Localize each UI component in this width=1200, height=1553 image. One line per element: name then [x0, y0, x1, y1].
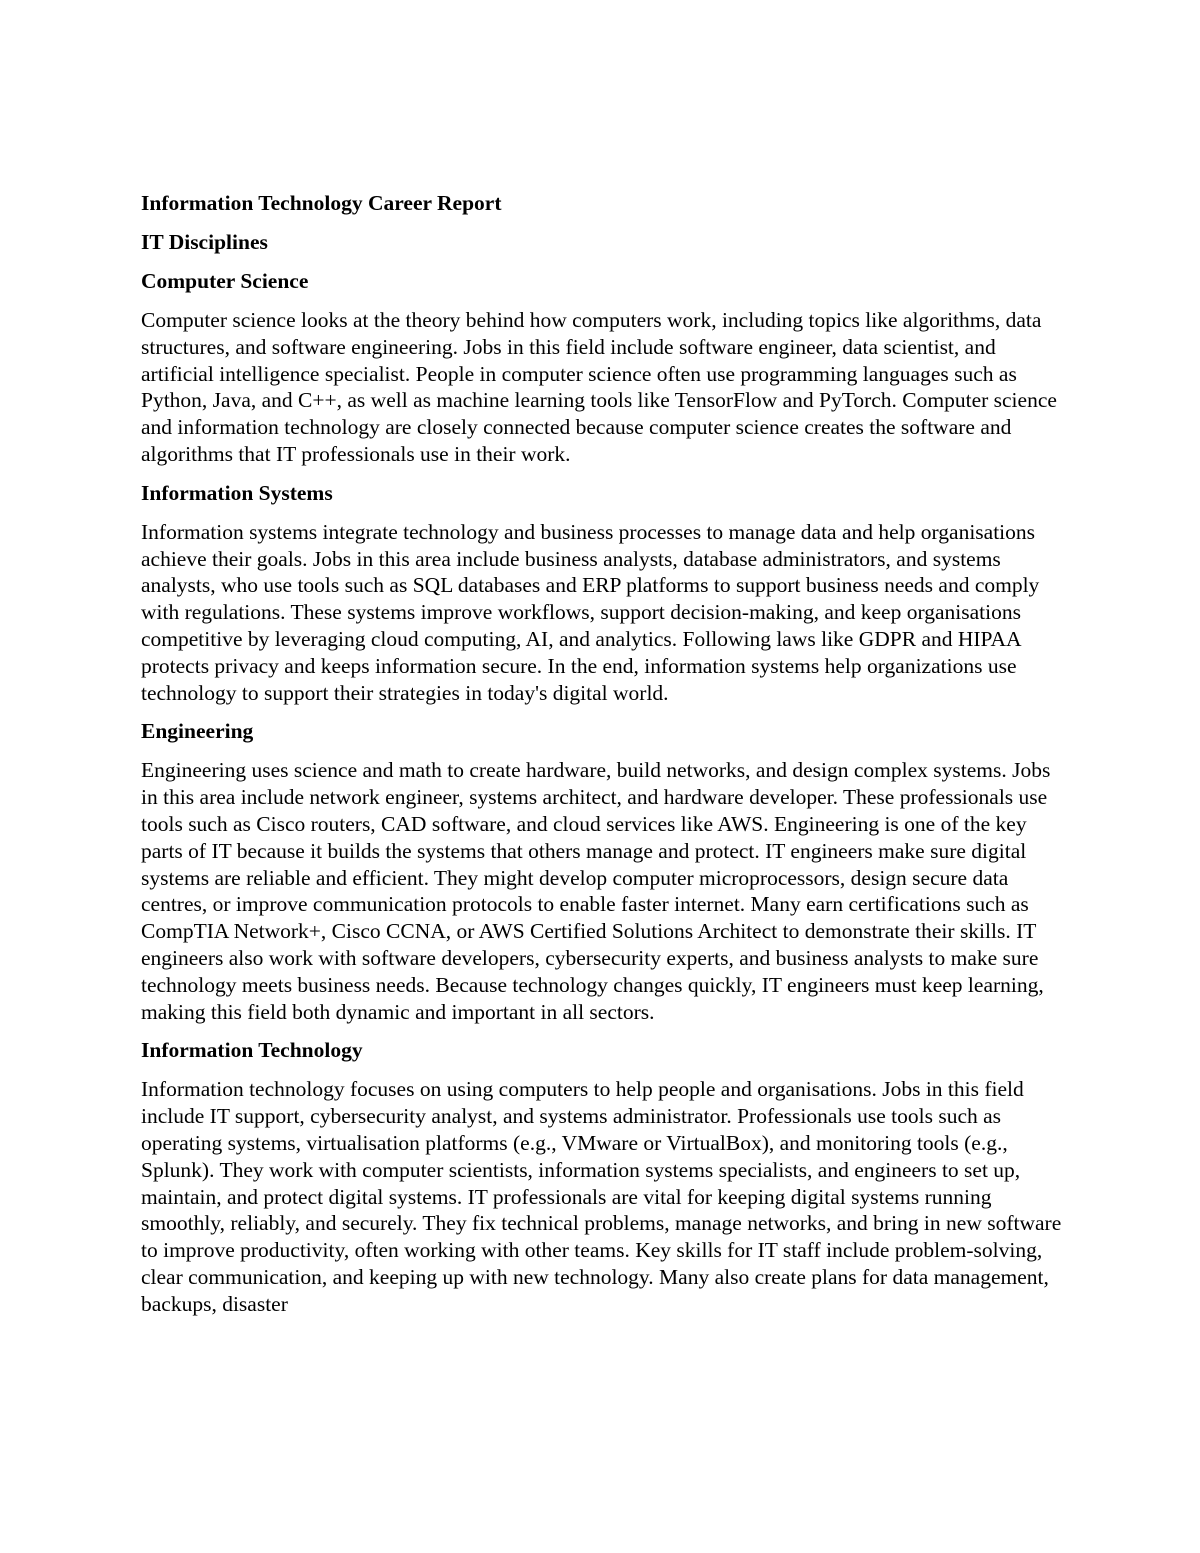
- document-title: Information Technology Career Report: [141, 191, 502, 215]
- heading-information-technology: Information Technology: [141, 1038, 363, 1063]
- heading-information-systems: Information Systems: [141, 480, 333, 505]
- heading-computer-science: Computer Science: [141, 269, 309, 293]
- heading-engineering: Engineering: [141, 719, 254, 744]
- paragraph-information-technology: Information technology focuses on using computers to help people and organisations. Jobs in this field include IT support, cybersecurity analyst, and systems administrator. Professionals use tools such as operating systems, virtualisation platforms (e.g., VMware or VirtualBox), and monitoring tools (e.g., Splunk). They work with computer scientists, information systems specialists, and engineers to set up, maintain, and protect digital systems. IT professionals are vital for keeping digital systems running smoothly, reliably, and securely. They fix technical problems, manage networks, and bring in new software to improve productivity, often working with other teams. Key skills for IT staff include problem-solving, clear communication, and keeping up with new technology. Many also create plans for data management, backups, disaster: [141, 1077, 1062, 1316]
- paragraph-information-systems: Information systems integrate technology and business processes to manage data and help organisations achieve their goals. Jobs in this area include business analysts, database administrators, and systems analysts, who use tools such as SQL databases and ERP platforms to support business needs and comply with regulations. These systems improve workflows, support decision-making, and keep organisations competitive by leveraging cloud computing, AI, and analytics. Following laws like GDPR and HIPAA protects privacy and keeps information secure. In the end, information systems help organizations use technology to support their strategies in today's digital world.: [141, 519, 1040, 705]
- paragraph-engineering: Engineering uses science and math to create hardware, build networks, and design complex systems. Jobs in this area include network engineer, systems architect, and hardware developer. These professionals use tools such as Cisco routers, CAD software, and cloud services like AWS. Engineering is one of the key parts of IT because it builds the systems that others manage and protect. IT engineers make sure digital systems are reliable and efficient. They might develop computer microprocessors, design secure data centres, or improve communication protocols to enable faster internet. Many earn certifications such as CompTIA Network+, Cisco CCNA, or AWS Certified Solutions Architect to demonstrate their skills. IT engineers also work with software developers, cybersecurity experts, and business analysts to make sure technology meets business needs. Because technology changes quickly, IT engineers must keep learning, making this field both dynamic and important in all sectors.: [141, 758, 1051, 1024]
- section-heading-it-disciplines: IT Disciplines: [141, 230, 268, 254]
- document-page: [141, 190, 1066, 1330]
- paragraph-computer-science: Computer science looks at the theory behind how computers work, including topics like algorithms, data structures, and software engineering. Jobs in this field include software engineer, data scientist, and artificial intelligence specialist. People in computer science often use programming languages such as Python, Java, and C++, as well as machine learning tools like TensorFlow and PyTorch. Computer science and information technology are closely connected because computer science creates the software and algorithms that IT professionals use in their work.: [141, 308, 1057, 466]
